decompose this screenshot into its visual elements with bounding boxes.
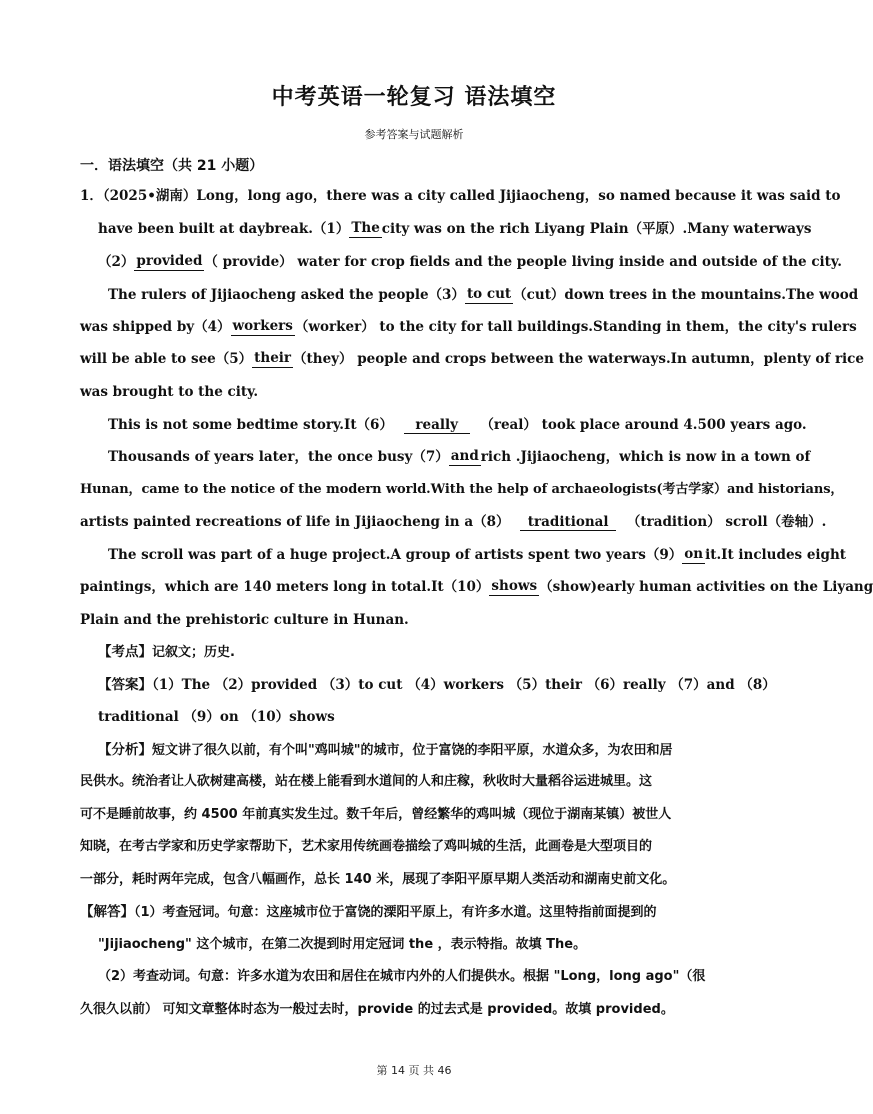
fenxi-row-2: 民供水。统治者让人砍树建高楼，站在楼上能看到水道间的人和庄稼，秋收时大量稻谷运进城里。这 bbox=[80, 774, 653, 789]
answer-blank-9: on bbox=[684, 546, 704, 562]
question-text: Long，long ago，there was a city called Jijiaocheng，so named because it was said to bbox=[196, 188, 841, 204]
fenxi-label: 【分析】 bbox=[98, 742, 152, 758]
question-text: paintings，which are 140 meters long in total.It（10） bbox=[80, 579, 490, 595]
answer-blank-8: traditional bbox=[520, 514, 616, 531]
answer-text: （1）The （2）provided （3）to cut （4）workers （5）their （6）really （7）and （8） bbox=[152, 677, 776, 693]
answer-blank-1: The bbox=[351, 220, 380, 236]
question-text: was shipped by（4） bbox=[80, 319, 231, 335]
fenxi-row-3: 可不是睡前故事，约 4500 年前真实发生过。数千年后，曾经繁华的鸡叫城（现位于湖南某镇）被世人 bbox=[80, 807, 672, 822]
question-text: have been built at daybreak.（1） bbox=[98, 221, 350, 237]
answer-blank-3: to cut bbox=[466, 286, 512, 302]
page-title: 中考英语一轮复习 语法填空 bbox=[271, 85, 557, 110]
fenxi-row-4: 知晓，在考古学家和历史学家帮助下，艺术家用传统画卷描绘了鸡叫城的生活，此画卷是大型项目的 bbox=[80, 839, 653, 854]
question-line-6 bbox=[80, 350, 864, 368]
page-number: 第 14 页 共 46 bbox=[376, 1064, 452, 1077]
fenxi-text: 短文讲了很久以前，有个叫"鸡叫城"的城市，位于富饶的李阳平原，水道众多，为农田和居 bbox=[152, 743, 673, 758]
question-text: The rulers of Jijiaocheng asked the people（3） bbox=[108, 287, 465, 303]
answer-blank-4: workers bbox=[232, 318, 293, 334]
question-text: city was on the rich Liyang Plain（平原）.Many waterways bbox=[381, 221, 812, 237]
question-text: （worker） to the city for tall buildings.Standing in them，the city's rulers bbox=[294, 319, 857, 335]
question-line-14: Plain and the prehistoric culture in Hunan. bbox=[80, 612, 409, 628]
question-line-9 bbox=[108, 448, 811, 466]
jieda-row-2: "Jijiaocheng" 这个城市，在第二次提到时用定冠词 the ，表示特指。故填 The。 bbox=[98, 937, 587, 952]
jieda-row-1 bbox=[80, 903, 657, 922]
question-text: （show)early human activities on the Liyang bbox=[539, 579, 873, 595]
jieda-label: 【解答】 bbox=[80, 904, 134, 920]
question-text: Thousands of years later，the once busy（7） bbox=[108, 449, 449, 465]
question-line-7: was brought to the city. bbox=[80, 384, 259, 400]
question-text: （tradition） scroll（卷轴）. bbox=[626, 514, 827, 530]
kaodian-row bbox=[98, 643, 235, 662]
answer-row bbox=[98, 676, 776, 694]
page-subtitle: 参考答案与试题解析 bbox=[364, 128, 464, 141]
question-line-3 bbox=[98, 253, 842, 271]
jieda-row-3: （2）考查动词。句意：许多水道为农田和居住在城市内外的人们提供水。根据 "Long，long ago"（很 bbox=[98, 969, 706, 984]
jieda-row-4: 久很久以前） 可知文章整体时态为一般过去时，provide 的过去式是 provided。故填 provided。 bbox=[80, 1002, 674, 1017]
question-text: rich .Jijiaocheng，which is now in a town of bbox=[480, 449, 811, 465]
answer-blank-7: and bbox=[450, 448, 479, 464]
question-text: （real） took place around 4.500 years ago. bbox=[480, 417, 807, 433]
question-source: 1．（2025•湖南） bbox=[80, 188, 197, 204]
question-line-4 bbox=[108, 286, 859, 304]
question-text: This is not some bedtime story.It（6） bbox=[108, 417, 393, 433]
question-text: （cut）down trees in the mountains.The wood bbox=[513, 287, 859, 303]
kaodian-text: 记叙文；历史. bbox=[152, 645, 235, 660]
answer-row-2: traditional （9）on （10）shows bbox=[98, 709, 335, 725]
question-line-10: Hunan，came to the notice of the modern world.With the help of archaeologists(考古学家）and historians， bbox=[80, 482, 844, 497]
section-heading: 一．语法填空（共 21 小题） bbox=[80, 158, 264, 174]
question-line-1 bbox=[80, 187, 841, 205]
kaodian-label: 【考点】 bbox=[98, 644, 152, 660]
fenxi-row-1 bbox=[98, 741, 673, 760]
question-line-12 bbox=[108, 546, 847, 564]
jieda-text: （1）考查冠词。句意：这座城市位于富饶的溧阳平原上，有许多水道。这里特指前面提到的 bbox=[134, 905, 657, 920]
question-line-13 bbox=[80, 578, 873, 596]
question-line-11 bbox=[80, 513, 826, 531]
answer-blank-6: really bbox=[404, 417, 470, 434]
question-text: （they） people and crops between the waterways.In autumn，plenty of rice bbox=[293, 351, 864, 367]
question-line-2 bbox=[98, 220, 812, 238]
fenxi-row-5: 一部分，耗时两年完成，包含八幅画作，总长 140 米，展现了李阳平原早期人类活动和湖南史前文化。 bbox=[80, 872, 676, 887]
answer-blank-2: provided bbox=[136, 253, 203, 269]
question-text: （ provide） water for crop fields and the people living inside and outside of the city. bbox=[204, 254, 842, 270]
answer-label: 【答案】 bbox=[98, 677, 152, 693]
answer-blank-5: their bbox=[254, 350, 292, 366]
question-line-8 bbox=[108, 416, 807, 434]
answer-blank-10: shows bbox=[491, 578, 538, 594]
question-text: The scroll was part of a huge project.A group of artists spent two years（9） bbox=[108, 547, 683, 563]
question-text: （2） bbox=[98, 254, 135, 270]
question-text: will be able to see（5） bbox=[80, 351, 253, 367]
question-line-5 bbox=[80, 318, 857, 336]
question-text: it.It includes eight bbox=[705, 547, 847, 563]
question-text: artists painted recreations of life in Jijiaocheng in a（8） bbox=[80, 514, 510, 530]
